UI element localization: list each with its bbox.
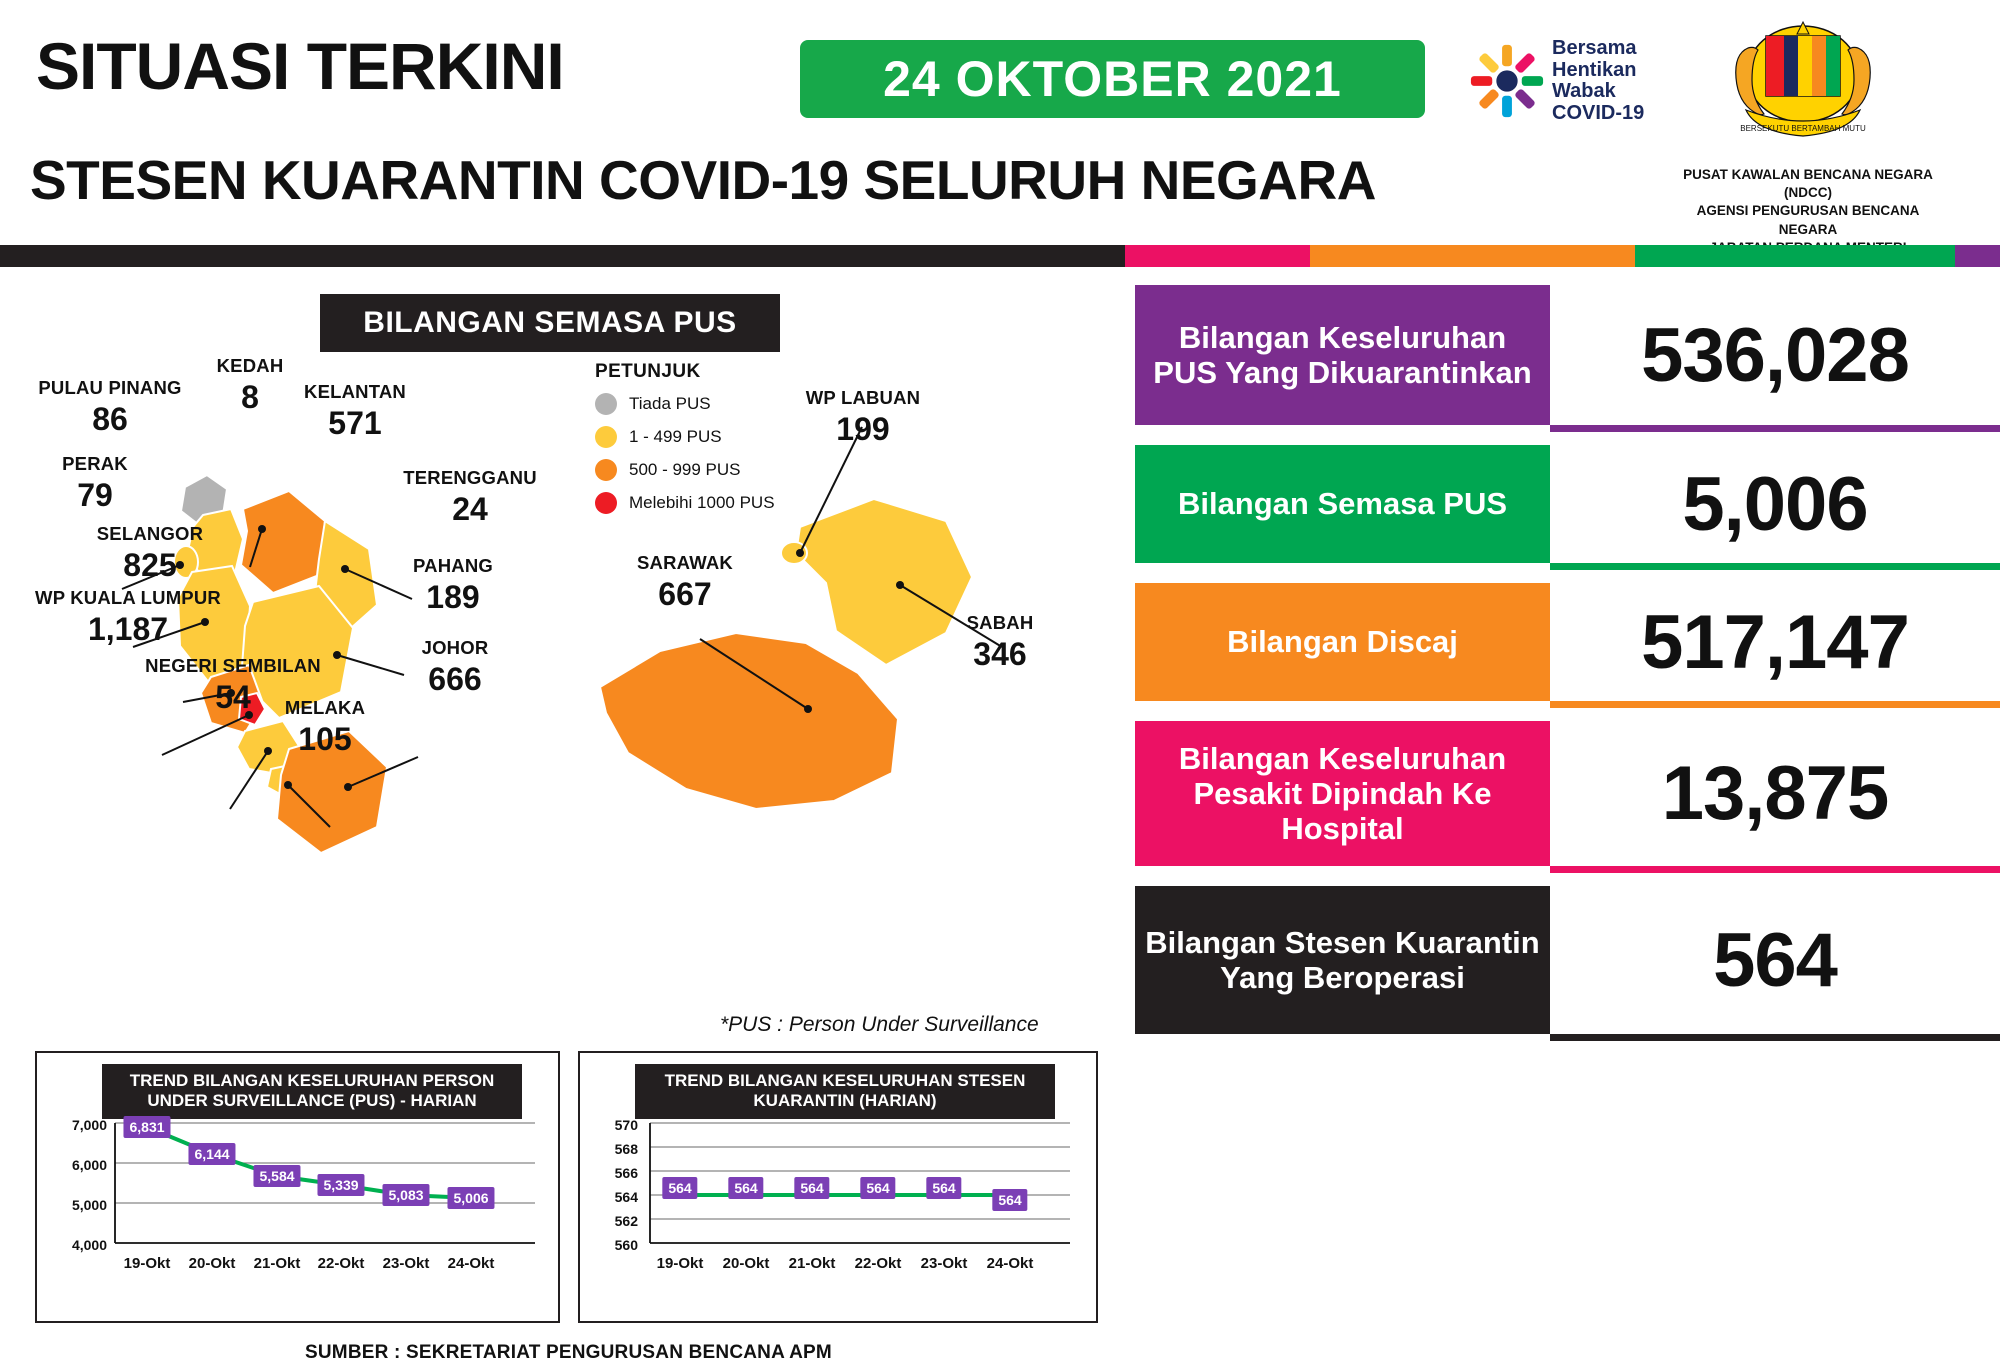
- state-wp-kuala-lumpur: [14, 587, 242, 648]
- state-pulau-pinang-value: 86: [92, 401, 128, 437]
- state-pulau-pinang: [10, 377, 210, 438]
- chart-pus-trend: [35, 1051, 560, 1323]
- stat-underline-black: [1550, 1034, 2000, 1041]
- legend-label: 1 - 499 PUS: [629, 427, 722, 446]
- state-johor-value: 666: [428, 661, 482, 697]
- chart2-point-label: 564: [992, 1189, 1027, 1211]
- state-pahang-name: PAHANG: [413, 555, 493, 576]
- stat-value-discaj: 517,147: [1641, 599, 1909, 685]
- state-perak-name: PERAK: [62, 453, 128, 474]
- colorbar-segment-pink: [1125, 245, 1310, 267]
- legend-item-above-1000: [595, 492, 825, 514]
- chart2-xtick: 22-Okt: [854, 1255, 902, 1272]
- chart2-ytick-568: 568: [614, 1141, 638, 1157]
- chart2-xtick: 24-Okt: [986, 1255, 1034, 1272]
- map-legend: [595, 361, 825, 525]
- chart2-point-label: 564: [662, 1177, 697, 1199]
- state-melaka-value: 105: [298, 721, 352, 757]
- date-badge-label: 24 OKTOBER 2021: [883, 51, 1342, 107]
- pus-footnote: *PUS : Person Under Surveillance: [720, 1013, 1039, 1036]
- state-wp-kuala-lumpur-value: 1,187: [87, 611, 169, 647]
- chart1-xtick: 23-Okt: [382, 1255, 430, 1272]
- legend-color-swatch: [595, 492, 617, 514]
- stat-label-stesen-beroperasi: Bilangan Stesen Kuarantin Yang Beroperasi: [1135, 886, 1550, 1034]
- logo-text-line4: COVID-19: [1552, 101, 1645, 124]
- stat-row-discaj: [1135, 583, 2000, 701]
- state-sarawak-name: SARAWAK: [637, 552, 733, 573]
- state-sarawak: [590, 552, 780, 613]
- chart2-point-label: 564: [860, 1177, 895, 1199]
- agency-name: [1668, 166, 1948, 257]
- source-note: SUMBER : SEKRETARIAT PENGURUSAN BENCANA APM: [305, 1342, 832, 1363]
- stat-underline-green: [1550, 563, 2000, 570]
- state-sarawak-value: 667: [658, 576, 712, 612]
- stat-row-semasa-pus: [1135, 445, 2000, 563]
- starburst-icon: [1466, 40, 1548, 122]
- chart1-point-label: 6,144: [188, 1143, 235, 1165]
- stat-underline-pink: [1550, 866, 2000, 873]
- bersama-hentikan-wabak-logo: [1466, 36, 1676, 136]
- chart1-point-label: 5,339: [317, 1174, 364, 1196]
- chart1-xtick: 19-Okt: [123, 1255, 171, 1272]
- agency-line-2: AGENSI PENGURUSAN BENCANA NEGARA: [1696, 203, 1920, 237]
- chart2-ytick-562: 562: [614, 1213, 638, 1229]
- stat-label-keseluruhan-pus: Bilangan Keseluruhan PUS Yang Dikuarantinkan: [1135, 285, 1550, 425]
- chart1-point-label: 5,006: [447, 1187, 494, 1209]
- stat-row-stesen-beroperasi: [1135, 886, 2000, 1034]
- state-pahang: [378, 555, 528, 616]
- stat-label-pesakit-dipindah: Bilangan Keseluruhan Pesakit Dipindah Ke Hospital: [1135, 721, 1550, 866]
- legend-label: Melebihi 1000 PUS: [629, 493, 775, 512]
- chart2-point-label: 564: [926, 1177, 961, 1199]
- chart2-xtick: 21-Okt: [788, 1255, 836, 1272]
- chart1-xtick: 20-Okt: [188, 1255, 236, 1272]
- state-kedah-value: 8: [241, 379, 259, 415]
- svg-text:BERSEKUTU BERTAMBAH MUTU: BERSEKUTU BERTAMBAH MUTU: [1740, 124, 1866, 133]
- state-wp-labuan-value: 199: [836, 411, 890, 447]
- chart1-point-label: 5,083: [382, 1184, 429, 1206]
- stat-row-pesakit-dipindah: [1135, 721, 2000, 866]
- chart-stesen-trend-plot: [580, 1111, 1100, 1323]
- stat-label-semasa-pus: Bilangan Semasa PUS: [1135, 445, 1550, 563]
- state-wp-kuala-lumpur-name: WP KUALA LUMPUR: [35, 587, 221, 608]
- chart-pus-trend-title: TREND BILANGAN KESELURUHAN PERSON UNDER SURVEILLANCE (PUS) - HARIAN: [102, 1064, 522, 1119]
- chart1-ytick-5000: 5,000: [71, 1197, 107, 1213]
- malaysia-map: [0, 357, 1125, 1037]
- page-header: [0, 0, 2000, 245]
- logo-text-line3: Wabak: [1552, 80, 1616, 103]
- chart1-ytick-6000: 6,000: [71, 1157, 107, 1173]
- state-kelantan-value: 571: [328, 405, 382, 441]
- colorbar-segment-orange: [1310, 245, 1635, 267]
- chart1-xtick: 22-Okt: [317, 1255, 365, 1272]
- state-kelantan-name: KELANTAN: [304, 381, 406, 402]
- state-selangor-name: SELANGOR: [96, 523, 204, 544]
- colorbar-segment-dark: [0, 245, 1125, 267]
- legend-color-swatch: [595, 393, 617, 415]
- stat-value-pesakit-dipindah: 13,875: [1661, 751, 1889, 836]
- legend-color-swatch: [595, 459, 617, 481]
- state-wp-labuan-name: WP LABUAN: [805, 387, 921, 408]
- state-terengganu-value: 24: [452, 491, 488, 527]
- chart1-xtick: 24-Okt: [447, 1255, 495, 1272]
- chart2-ytick-564: 564: [614, 1189, 638, 1205]
- state-selangor-value: 825: [123, 547, 177, 583]
- logo-text: [1552, 38, 1644, 124]
- chart2-xtick: 23-Okt: [920, 1255, 968, 1272]
- chart1-xtick: 21-Okt: [253, 1255, 301, 1272]
- state-terengganu-name: TERENGGANU: [403, 467, 537, 488]
- page-title: SITUASI TERKINI: [36, 29, 564, 103]
- map-panel: [0, 267, 1125, 1363]
- agency-line-1: PUSAT KAWALAN BENCANA NEGARA (NDCC): [1683, 167, 1933, 201]
- stat-underline-purple: [1550, 425, 2000, 432]
- stat-value-keseluruhan-pus: 536,028: [1641, 312, 1909, 398]
- legend-item-500-999: [595, 459, 825, 481]
- chart-pus-trend-plot: [37, 1111, 562, 1323]
- stat-value-stesen-beroperasi: 564: [1713, 917, 1837, 1003]
- state-sabah-name: SABAH: [966, 612, 1034, 633]
- legend-title: PETUNJUK: [595, 361, 701, 382]
- malaysia-crest-icon: [1718, 14, 1888, 142]
- state-pulau-pinang-name: PULAU PINANG: [38, 377, 182, 398]
- state-johor-name: JOHOR: [421, 637, 489, 658]
- stat-value-semasa-pus: 5,006: [1682, 461, 1868, 547]
- map-section-title-label: BILANGAN SEMASA PUS: [363, 306, 737, 339]
- state-melaka: [250, 697, 400, 758]
- chart2-xtick: 19-Okt: [656, 1255, 704, 1272]
- state-kelantan: [275, 381, 435, 442]
- map-section-title: [320, 294, 780, 352]
- colorbar-segment-purple: [1955, 245, 2000, 267]
- chart2-ytick-560: 560: [614, 1237, 638, 1253]
- chart-stesen-trend-title: TREND BILANGAN KESELURUHAN STESEN KUARANTIN (HARIAN): [635, 1064, 1055, 1119]
- page-subtitle: STESEN KUARANTIN COVID-19 SELURUH NEGARA: [30, 149, 1376, 211]
- legend-item-1-499: [595, 426, 825, 448]
- legend-label: 500 - 999 PUS: [629, 460, 741, 479]
- chart1-ytick-7000: 7,000: [71, 1117, 107, 1133]
- chart1-point-label: 6,831: [123, 1116, 170, 1138]
- statistics-panel: [1125, 267, 2000, 1125]
- state-terengganu: [370, 467, 570, 528]
- chart1-ytick-4000: 4,000: [71, 1237, 107, 1253]
- state-kedah-name: KEDAH: [216, 355, 284, 376]
- chart1-point-label: 5,584: [253, 1165, 300, 1187]
- legend-label: Tiada PUS: [629, 394, 711, 413]
- chart2-point-label: 564: [794, 1177, 829, 1199]
- state-sabah: [920, 612, 1080, 673]
- legend-item-tiada-pus: [595, 393, 825, 415]
- chart-stesen-trend: [578, 1051, 1098, 1323]
- state-johor: [380, 637, 530, 698]
- chart2-xtick: 20-Okt: [722, 1255, 770, 1272]
- state-selangor: [70, 523, 230, 584]
- chart2-ytick-566: 566: [614, 1165, 638, 1181]
- legend-color-swatch: [595, 426, 617, 448]
- stat-underline-orange: [1550, 701, 2000, 708]
- color-divider-bar: [0, 245, 2000, 267]
- stat-label-discaj: Bilangan Discaj: [1135, 583, 1550, 701]
- chart2-ytick-570: 570: [614, 1117, 638, 1133]
- state-negeri-sembilan-name: NEGERI SEMBILAN: [145, 655, 321, 676]
- chart2-point-label: 564: [728, 1177, 763, 1199]
- state-sabah-value: 346: [973, 636, 1027, 672]
- state-perak-value: 79: [77, 477, 113, 513]
- state-perak: [25, 453, 165, 514]
- state-negeri-sembilan-value: 54: [215, 679, 251, 715]
- logo-text-line2: Hentikan: [1552, 58, 1637, 81]
- stat-row-keseluruhan-pus: [1135, 285, 2000, 425]
- state-melaka-name: MELAKA: [284, 697, 366, 718]
- logo-text-line1: Bersama: [1552, 37, 1637, 59]
- state-pahang-value: 189: [426, 579, 480, 615]
- colorbar-segment-green: [1635, 245, 1955, 267]
- date-badge: [800, 40, 1425, 118]
